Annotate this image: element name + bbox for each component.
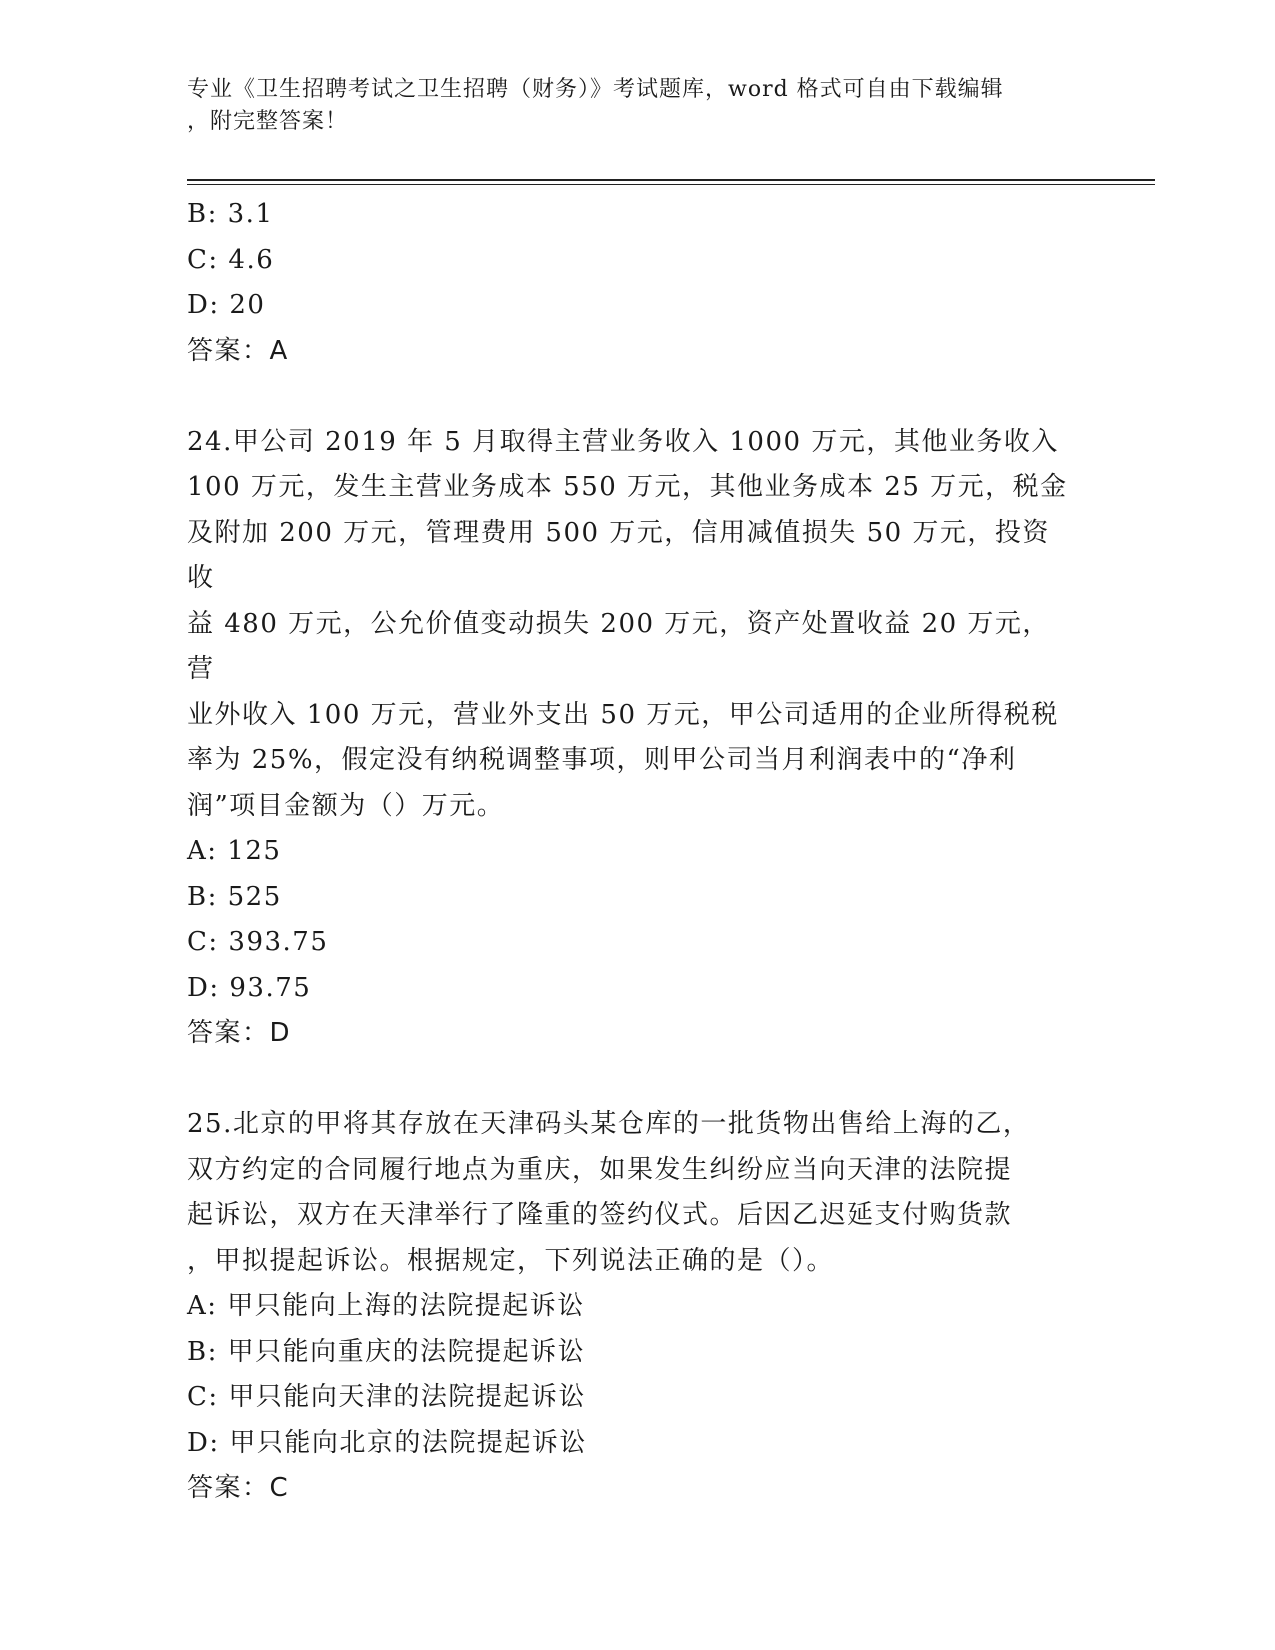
spacer	[187, 374, 1077, 420]
option-b: B: 525	[187, 881, 282, 912]
header-line-2: ，附完整答案！	[187, 109, 349, 134]
option-c: C: 甲只能向天津的法院提起诉讼	[187, 1382, 586, 1412]
answer: 答案：D	[187, 1018, 292, 1048]
question-stem-line: 双方约定的合同履行地点为重庆，如果发生纠纷应当向天津的法院提	[187, 1154, 1013, 1185]
question-23-tail	[187, 192, 1077, 374]
spacer	[187, 1057, 1077, 1103]
question-stem-line: 业外收入 100 万元，营业外支出 50 万元，甲公司适用的企业所得税税	[187, 699, 1059, 730]
question-stem-line: 起诉讼，双方在天津举行了隆重的签约仪式。后因乙迟延支付购货款	[187, 1200, 1013, 1230]
question-stem-line: 率为 25%，假定没有纳税调整事项，则甲公司当月利润表中的“净利	[187, 745, 1017, 775]
question-stem-line: 24.甲公司 2019 年 5 月取得主营业务收入 1000 万元，其他业务收入	[187, 426, 1059, 457]
question-stem-line: ，甲拟提起诉讼。根据规定，下列说法正确的是（）。	[187, 1245, 835, 1276]
option-d: D: 93.75	[187, 972, 312, 1003]
header-divider-thin	[187, 184, 1155, 185]
option-c: C: 4.6	[187, 244, 275, 275]
question-stem-line: 25.北京的甲将其存放在天津码头某仓库的一批货物出售给上海的乙，	[187, 1109, 1031, 1139]
question-stem-line: 及附加 200 万元，管理费用 500 万元，信用减值损失 50 万元，投资收	[187, 517, 1050, 593]
option-d: D: 甲只能向北京的法院提起诉讼	[187, 1427, 587, 1458]
option-a: A: 甲只能向上海的法院提起诉讼	[187, 1291, 585, 1321]
question-25	[187, 1102, 1077, 1512]
header-line-1: 专业《卫生招聘考试之卫生招聘（财务）》考试题库，word 格式可自由下载编辑	[187, 77, 1004, 102]
document-header	[187, 74, 1087, 138]
document-body	[187, 192, 1077, 1512]
answer: 答案：A	[187, 335, 289, 366]
question-stem-line: 润”项目金额为（）万元。	[187, 790, 505, 821]
question-stem-line: 益 480 万元，公允价值变动损失 200 万元，资产处置收益 20 万元，营	[187, 608, 1050, 684]
question-24	[187, 420, 1077, 1057]
header-divider-thick	[187, 179, 1155, 181]
question-stem-line: 100 万元，发生主营业务成本 550 万元，其他业务成本 25 万元，税金	[187, 472, 1068, 502]
option-a: A: 125	[187, 836, 282, 866]
option-b: B: 甲只能向重庆的法院提起诉讼	[187, 1336, 586, 1367]
option-d: D: 20	[187, 290, 266, 320]
option-c: C: 393.75	[187, 927, 329, 957]
option-b: B: 3.1	[187, 199, 274, 229]
answer: 答案：C	[187, 1473, 290, 1503]
